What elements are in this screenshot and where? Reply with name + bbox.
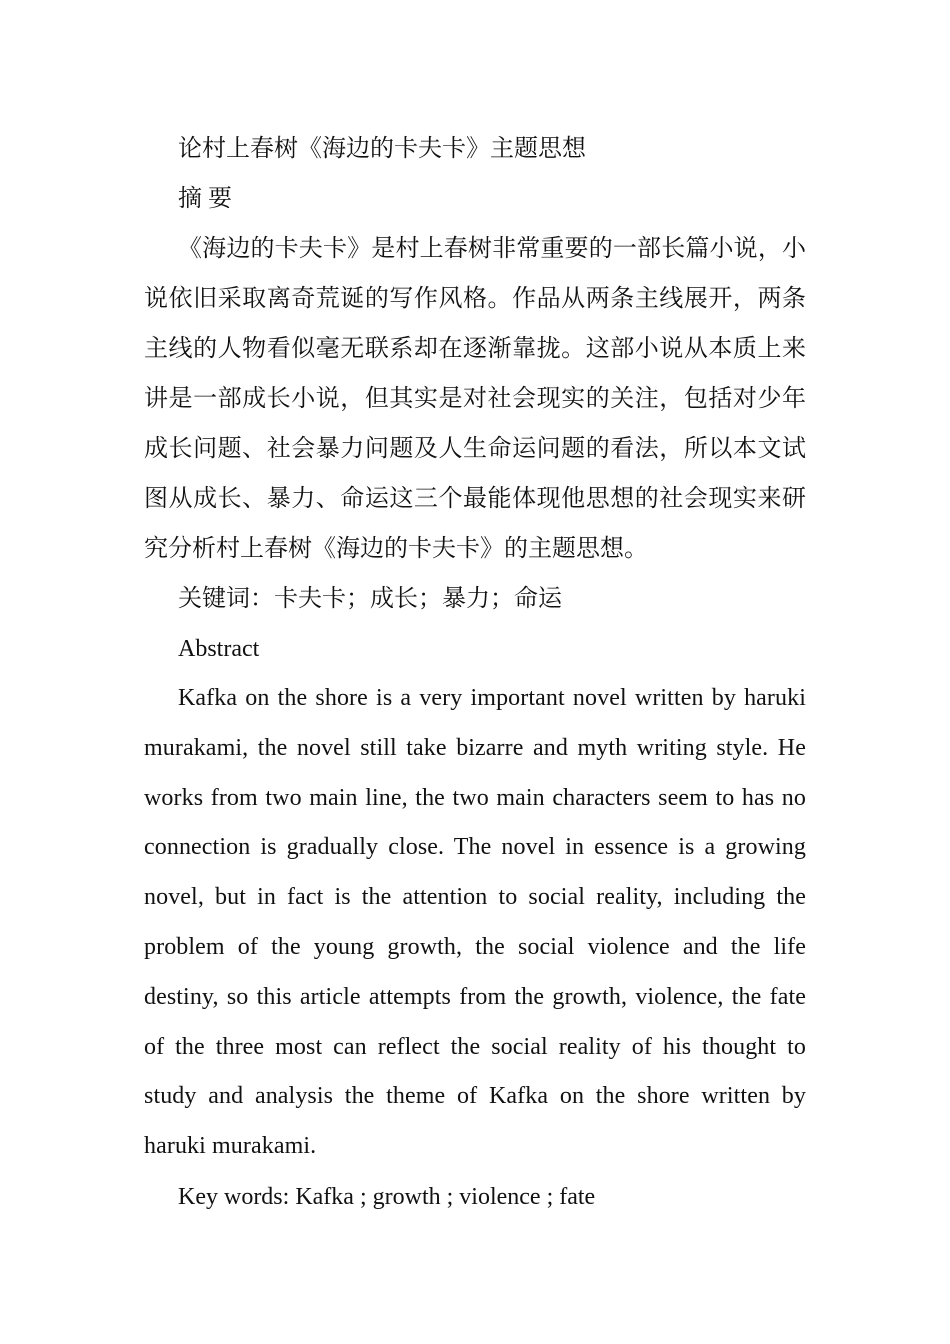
- keywords-zh: 关键词：卡夫卡；成长；暴力；命运: [178, 586, 562, 612]
- abstract-heading-zh: 摘 要: [178, 186, 232, 212]
- paper-title: 论村上春树《海边的卡夫卡》主题思想: [178, 136, 586, 162]
- keywords-en: Key words: Kafka ; growth ; violence ; fate: [178, 1183, 596, 1210]
- abstract-text-en: Kafka on the shore is a very important novel written by haruki murakami, the novel still take bizarre and myth writing style. He works from two main line, the two main characters seem to has no connection is gradually close. The novel in essence is a growing novel, but in fact is the attention to social reality, including the problem of the young growth, the social violence and the life destiny, so this article attempts from the growth, violence, the fate of the three most can reflect the social reality of his thought to study and analysis the theme of Kafka on the shore written by haruki murakami.: [144, 685, 806, 1160]
- document-content: [144, 124, 806, 1222]
- abstract-text-zh: 《海边的卡夫卡》是村上春树非常重要的一部长篇小说，小说依旧采取离奇荒诞的写作风格。作品从两条主线展开，两条主线的人物看似毫无联系却在逐渐靠拢。这部小说从本质上来讲是一部成长小说，但其实是对社会现实的关注，包括对少年成长问题、社会暴力问题及人生命运问题的看法，所以本文试图从成长、暴力、命运这三个最能体现他思想的社会现实来研究分析村上春树《海边的卡夫卡》的主题思想。: [144, 236, 806, 562]
- abstract-heading-en: Abstract: [178, 636, 260, 662]
